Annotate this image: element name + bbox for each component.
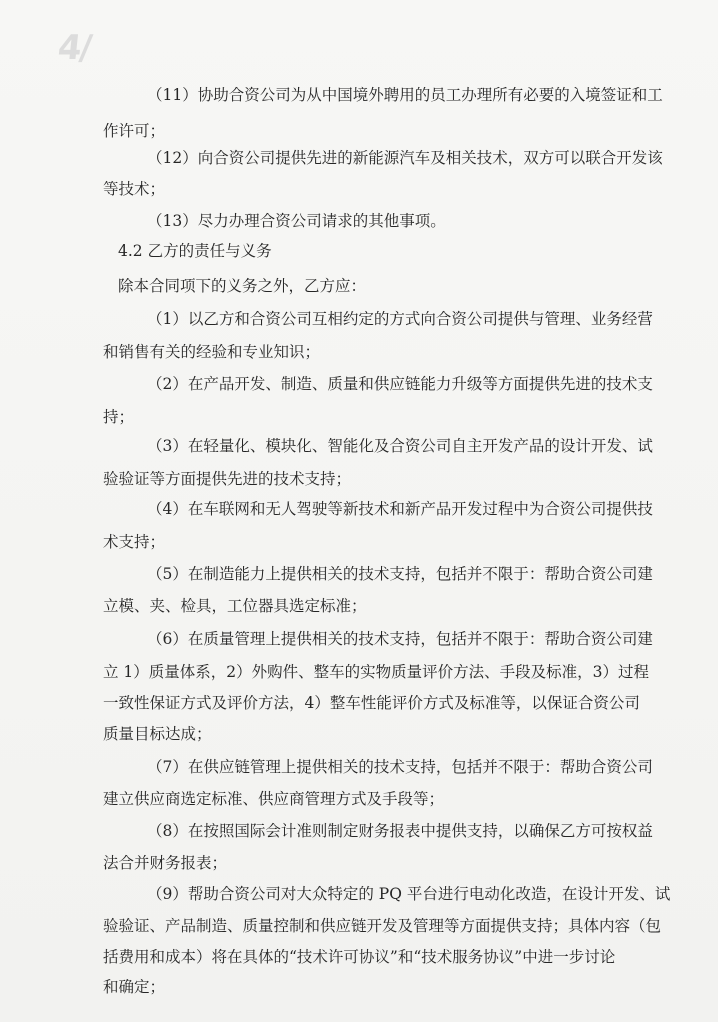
item-4-line-1: （4）在车联网和无人驾驶等新技术和新产品开发过程中为合资公司提供技 xyxy=(147,500,653,518)
item-6-line-3: 一致性保证方式及评价方法，4）整车性能评价方式及标准等，以保证合资公司 xyxy=(103,694,640,712)
item-5-line-2: 立模、夹、检具，工位器具选定标准； xyxy=(103,597,367,615)
item-4-line-2: 术支持； xyxy=(103,533,166,551)
clause-12-line-1: （12）向合资公司提供先进的新能源汽车及相关技术，双方可以联合开发该 xyxy=(147,149,663,167)
item-2-line-1: （2）在产品开发、制造、质量和供应链能力升级等方面提供先进的技术支 xyxy=(147,375,653,393)
item-9-line-2: 验验证、产品制造、质量控制和供应链开发及管理等方面提供支持；具体内容（包 xyxy=(103,917,662,935)
item-2-line-2: 持； xyxy=(103,408,135,426)
clause-11-line-1: （11）协助合资公司为从中国境外聘用的员工办理所有必要的入境签证和工 xyxy=(147,86,663,104)
item-8-line-1: （8）在按照国际会计准则制定财务报表中提供支持，以确保乙方可按权益 xyxy=(147,822,653,840)
section-intro: 除本合同项下的义务之外，乙方应： xyxy=(118,277,367,295)
clause-13: （13）尽力办理合资公司请求的其他事项。 xyxy=(147,212,446,230)
item-6-line-2: 立 1）质量体系，2）外购件、整车的实物质量评价方法、手段及标准，3）过程 xyxy=(103,663,650,681)
item-9-line-4: 和确定； xyxy=(103,978,166,996)
clause-12-line-2: 等技术； xyxy=(103,180,166,198)
item-6-line-1: （6）在质量管理上提供相关的技术支持，包括并不限于：帮助合资公司建 xyxy=(147,630,653,648)
item-9-line-3: 括费用和成本）将在具体的“技术许可协议”和“技术服务协议”中进一步讨论 xyxy=(103,948,616,966)
item-9-line-1: （9）帮助合资公司对大众特定的 PQ 平台进行电动化改造，在设计开发、试 xyxy=(147,885,671,903)
item-3-line-2: 验验证等方面提供先进的技术支持； xyxy=(103,470,352,488)
item-1-line-2: 和销售有关的经验和专业知识； xyxy=(103,343,321,361)
clause-11-line-2: 作许可； xyxy=(103,122,166,140)
section-heading: 4.2 乙方的责任与义务 xyxy=(118,242,272,260)
page-number-watermark: 4/ xyxy=(55,28,93,68)
item-5-line-1: （5）在制造能力上提供相关的技术支持，包括并不限于：帮助合资公司建 xyxy=(147,565,653,583)
item-7-line-2: 建立供应商选定标准、供应商管理方式及手段等； xyxy=(103,790,445,808)
item-8-line-2: 法合并财务报表； xyxy=(103,854,228,872)
item-7-line-1: （7）在供应链管理上提供相关的技术支持，包括并不限于：帮助合资公司 xyxy=(147,758,653,776)
item-1-line-1: （1）以乙方和合资公司互相约定的方式向合资公司提供与管理、业务经营 xyxy=(147,310,653,328)
item-3-line-1: （3）在轻量化、模块化、智能化及合资公司自主开发产品的设计开发、试 xyxy=(147,437,653,455)
item-6-line-4: 质量目标达成； xyxy=(103,725,212,743)
